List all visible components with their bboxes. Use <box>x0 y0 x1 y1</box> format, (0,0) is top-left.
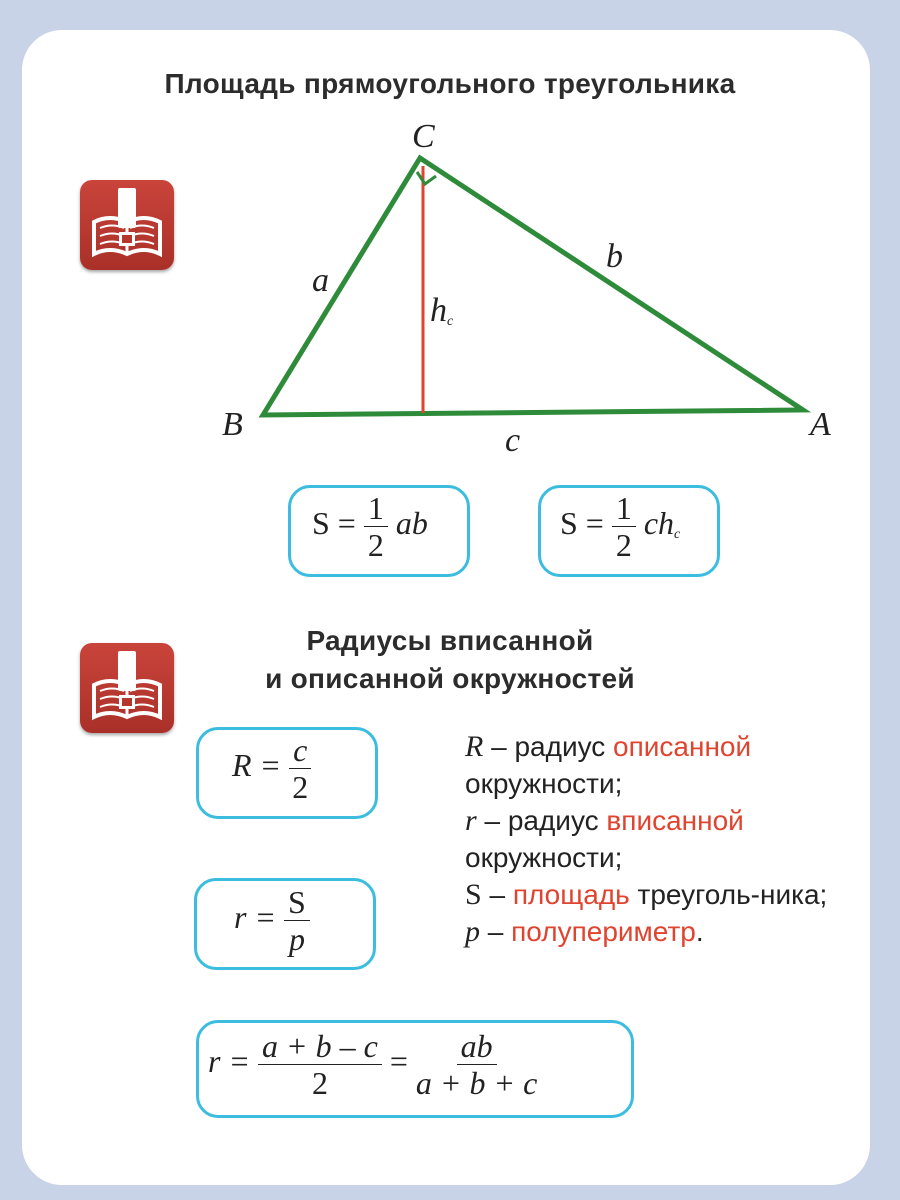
vertex-a-label: A <box>810 406 831 443</box>
area-formula-chc-text: S = $\frac{1}{2}$ $ch_c$ <box>560 490 681 563</box>
triangle-diagram <box>0 0 900 480</box>
legend <box>465 728 865 950</box>
legend-item-R: R – радиус описанной окружности; <box>465 730 752 799</box>
inradius-formula-text: r = $\frac{S}{p}$ <box>234 884 310 957</box>
vertex-b-label: B <box>222 406 243 443</box>
vertex-c-label: C <box>412 118 435 155</box>
side-b-label: b <box>606 238 623 275</box>
section2-title-line2: и описанной окружностей <box>265 663 635 694</box>
inradius-right-triangle-formula-text: r = $\frac{a + b - c}{2}$ = $\frac{ab}{a + b + c}$ <box>208 1028 538 1101</box>
legend-item-p: p – полупериметр. <box>465 915 704 948</box>
section2-title-line1: Радиусы вписанной <box>306 625 594 656</box>
section1-title: Площадь прямоугольного треугольника <box>164 68 736 99</box>
height-label: $h_c$ <box>430 292 454 329</box>
area-formula-ab-text: S = $\frac{1}{2}$ ab <box>312 490 428 563</box>
circumradius-formula-text: R = $\frac{c}{2}$ <box>232 732 311 805</box>
legend-item-r: r – радиус вписанной окружности; <box>465 804 744 873</box>
side-a-label: a <box>312 262 329 299</box>
side-c-label: c <box>505 422 521 459</box>
attention-book-icon <box>80 643 174 733</box>
legend-item-S: S – площадь треуголь-ника; <box>465 878 828 911</box>
